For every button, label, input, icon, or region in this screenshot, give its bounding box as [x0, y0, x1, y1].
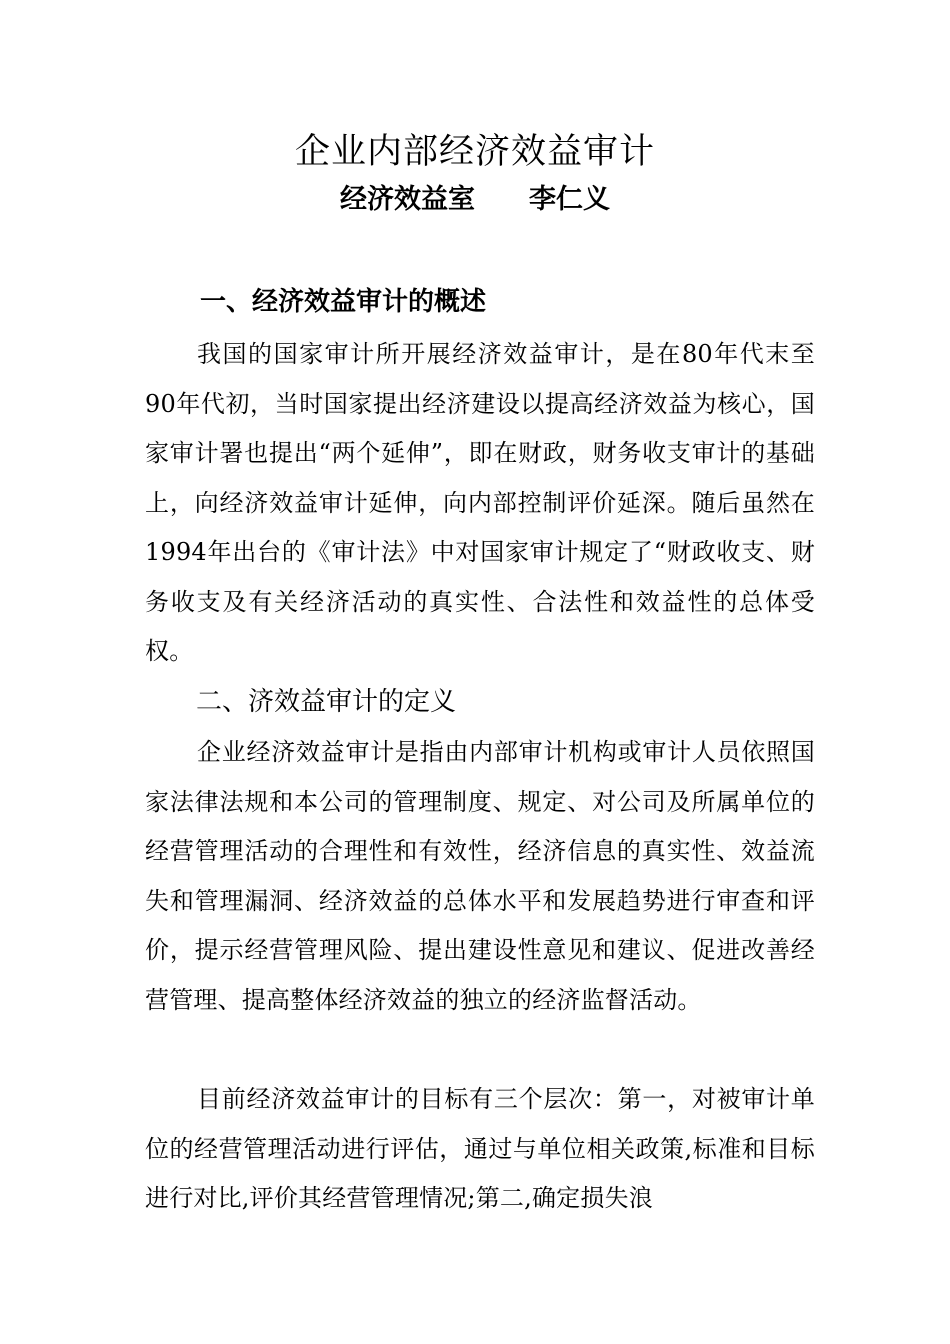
author-department: 经济效益室	[340, 184, 475, 215]
section1-heading: 一、经济效益审计的概述	[200, 287, 487, 317]
section2-heading: 二、济效益审计的定义	[196, 687, 457, 717]
objectives-paragraph: 目前经济效益审计的目标有三个层次：第一，对被审计单位的经营管理活动进行评估，通过与单位相关政策,标准和目标进行对比,评价其经营管理情况;第二,确定损失浪	[145, 1085, 815, 1212]
author-line	[0, 180, 950, 220]
document-title: 企业内部经济效益审计	[294, 132, 655, 172]
section2-paragraph: 企业经济效益审计是指由内部审计机构或审计人员依照国家法律法规和本公司的管理制度、规定、对公司及所属单位的经营管理活动的合理性和有效性，经济信息的真实性、效益流失和管理漏洞、经济效益的总体水平和发展趋势进行审查和评价，提示经营管理风险、提出建设性意见和建议、促进改善经营管理、提高整体经济效益的独立的经济监督活动。	[145, 738, 815, 1014]
section1-paragraph: 我国的国家审计所开展经济效益审计，是在80年代末至90年代初，当时国家提出经济建设以提高经济效益为核心，国家审计署也提出“两个延伸”，即在财政，财务收支审计的基础上，向经济效益审计延伸，向内部控制评价延深。随后虽然在1994年出台的《审计法》中对国家审计规定了“财政收支、财务收支及有关经济活动的真实性、合法性和效益性的总体受权。	[145, 340, 815, 665]
author-name: 李仁义	[529, 184, 610, 215]
